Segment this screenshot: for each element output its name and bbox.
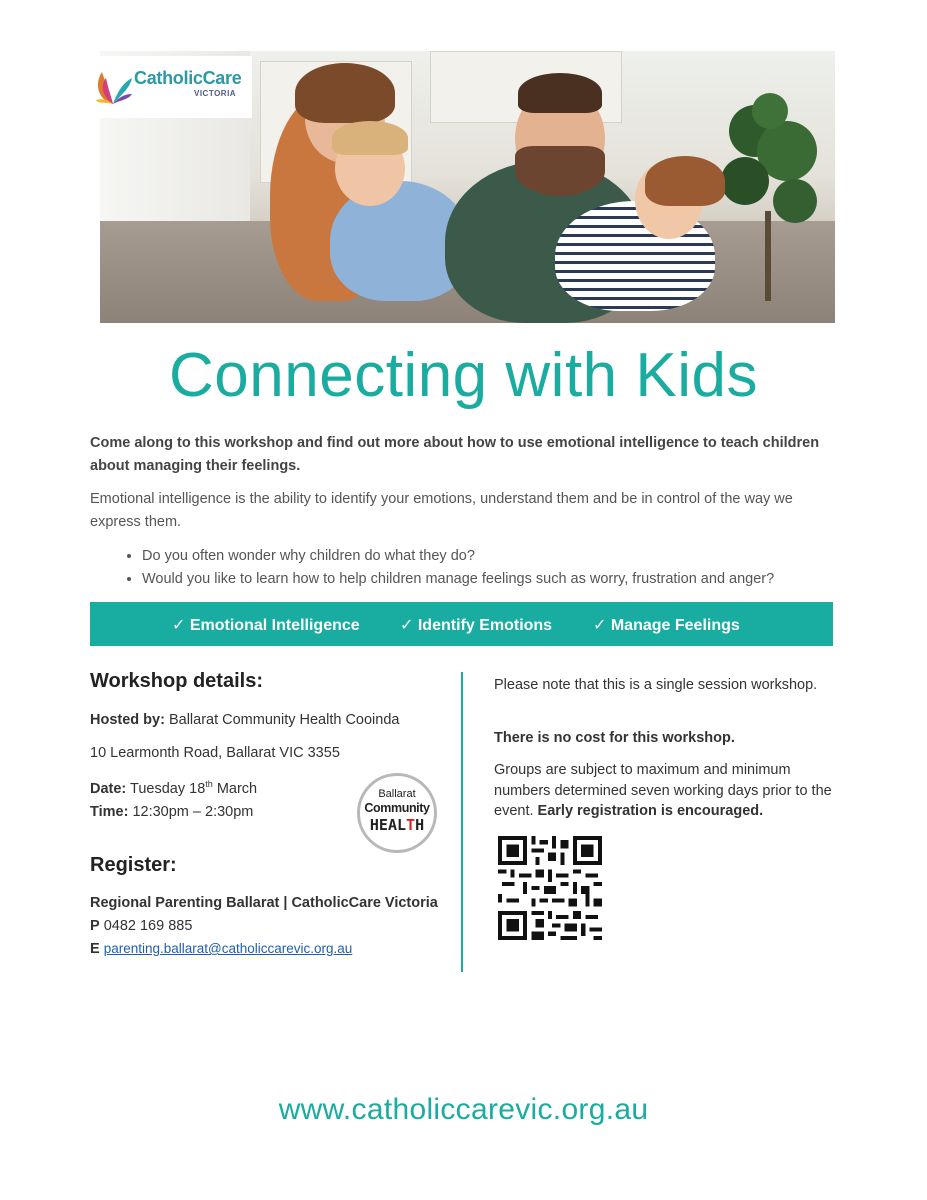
- date-label: Date:: [90, 780, 127, 797]
- footer-url[interactable]: www.catholiccarevic.org.au: [278, 1093, 649, 1126]
- qr-code-icon[interactable]: [498, 836, 602, 940]
- badge-line-3: HEALTH: [369, 816, 425, 834]
- logo-name: CatholicCare: [134, 68, 242, 88]
- date: [90, 779, 257, 797]
- groups-note: [494, 760, 834, 822]
- register-email: [90, 941, 352, 957]
- badge-line-2: Community: [364, 801, 430, 815]
- register-org: Regional Parenting Ballarat | CatholicCare Victoria: [90, 895, 438, 911]
- description-text: Emotional intelligence is the ability to identify your emotions, understand them and be in control of the way we express them.: [90, 491, 793, 530]
- workshop-heading: Workshop details:: [90, 670, 263, 692]
- ballarat-community-health-logo: [357, 773, 437, 853]
- catholiccare-logo: [86, 56, 252, 118]
- banner-item-emotional-intelligence: ✓ Emotional Intelligence: [172, 617, 360, 634]
- plant-icon: [715, 91, 825, 301]
- time-value: 12:30pm – 2:30pm: [132, 804, 254, 820]
- email-link[interactable]: parenting.ballarat@catholiccarevic.org.au: [103, 941, 353, 956]
- logo-subtitle: VICTORIA: [194, 89, 237, 98]
- date-suffix: th: [205, 779, 213, 789]
- hosted-label: Hosted by:: [90, 712, 165, 728]
- banner-item-manage-feelings: ✓ Manage Feelings: [593, 617, 740, 634]
- list-item: • Would you like to learn how to help children manage feelings such as worry, frustration and anger?: [142, 568, 882, 591]
- email-label: E: [90, 941, 100, 957]
- groups-text: Groups are subject to maximum and minimum numbers determined seven working days prior to the event.: [494, 762, 832, 819]
- no-cost-note: There is no cost for this workshop.: [494, 730, 735, 746]
- page-title: Connecting with Kids: [169, 341, 758, 410]
- badge-line-1: Ballarat: [378, 788, 416, 800]
- register-phone: [90, 918, 192, 934]
- banner-item-identify-emotions: ✓ Identify Emotions: [400, 617, 553, 634]
- intro-text: Come along to this workshop and find out more about how to use emotional intelligence to teach children about managing their feelings.: [90, 435, 820, 474]
- phone-label: P: [90, 918, 100, 934]
- date-value: Tuesday 18: [130, 780, 206, 797]
- column-divider: [461, 672, 463, 972]
- hosted-by: [90, 712, 399, 728]
- time-label: Time:: [90, 804, 129, 820]
- list-item: • Do you often wonder why children do what they do?: [142, 545, 882, 568]
- bullet-list: [116, 545, 882, 591]
- time: [90, 804, 253, 820]
- feature-banner: [90, 602, 833, 646]
- date-month: March: [216, 780, 258, 797]
- early-registration-text: Early registration is encouraged.: [537, 803, 764, 819]
- address: 10 Learmonth Road, Ballarat VIC 3355: [90, 745, 340, 761]
- butterfly-logo-icon: [92, 64, 134, 110]
- hosted-value: Ballarat Community Health Cooinda: [168, 712, 400, 728]
- session-note: Please note that this is a single session workshop.: [494, 677, 818, 693]
- register-heading: Register:: [90, 854, 177, 876]
- phone-value: 0482 169 885: [103, 918, 193, 934]
